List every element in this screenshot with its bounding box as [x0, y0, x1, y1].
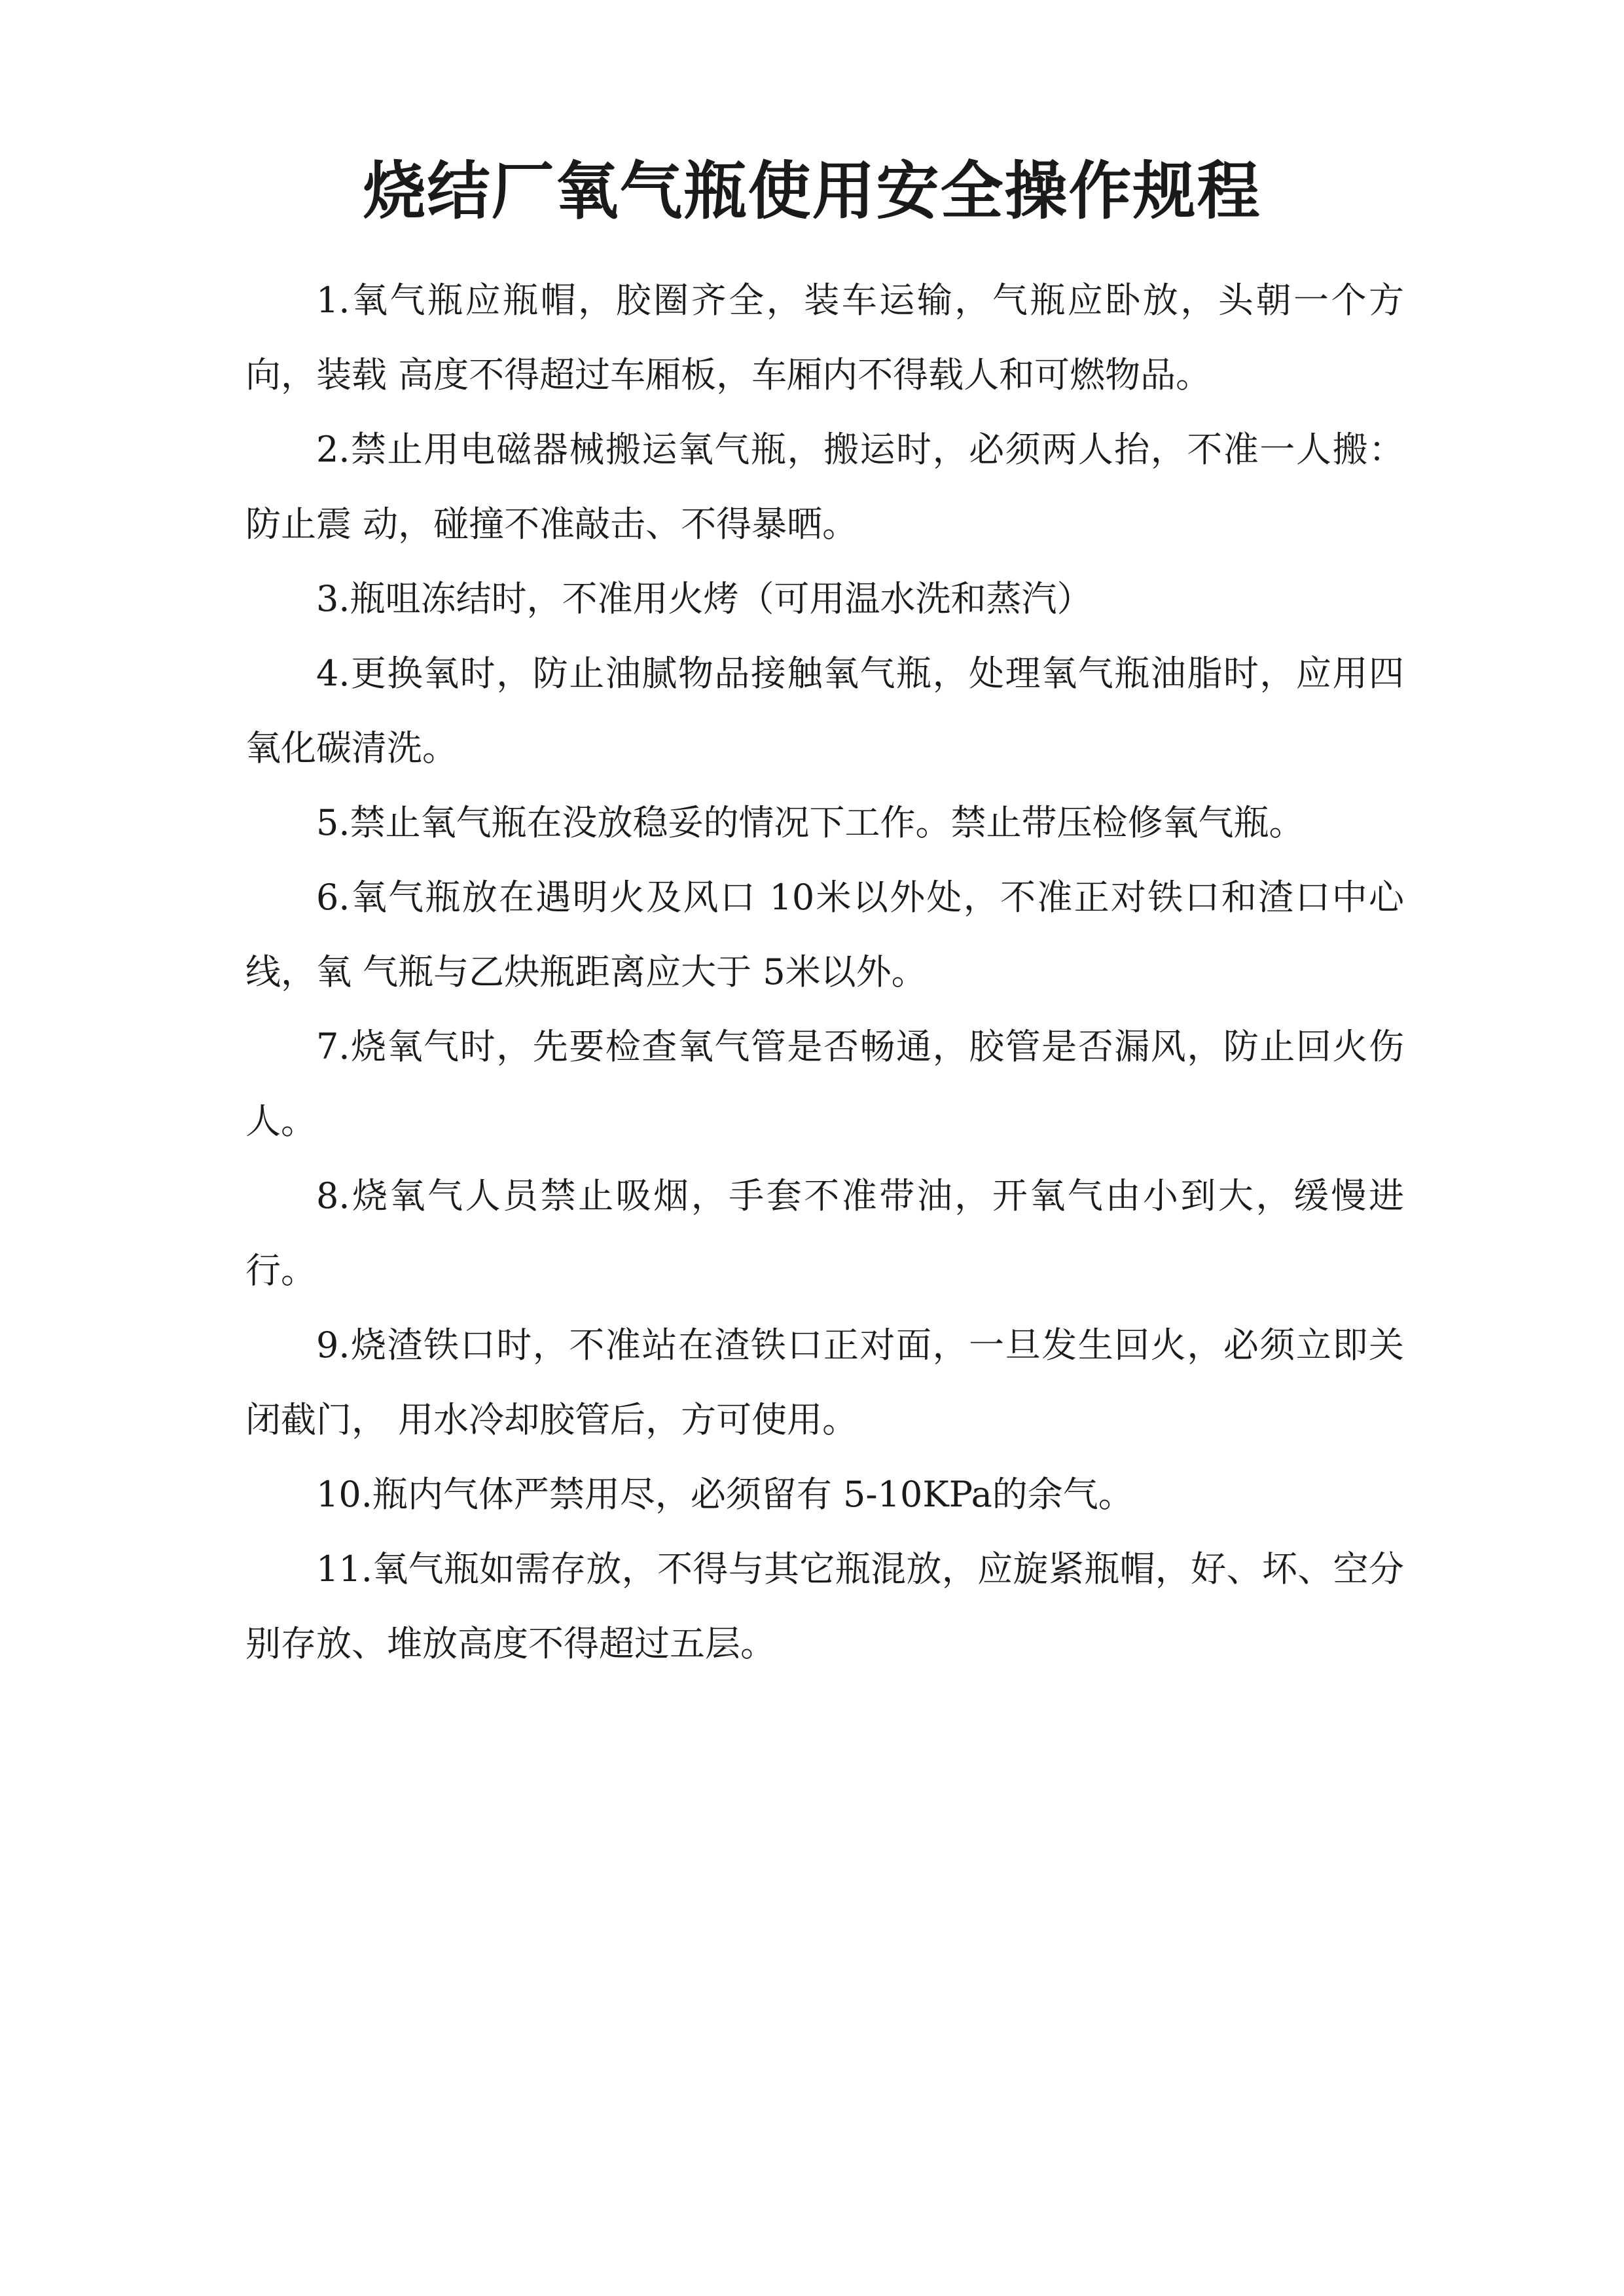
- rule-item: 2.禁止用电磁器械搬运氧气瓶，搬运时，必须两人抬，不准一人搬：防止震 动，碰撞不准敲击、不得暴晒。: [245, 429, 1404, 545]
- rule-item: 4.更换氧时，防止油腻物品接触氧气瓶，处理氧气瓶油脂时，应用四氧化碳清洗。: [245, 653, 1404, 769]
- rule-item: 5.禁止氧气瓶在没放稳妥的情况下工作。禁止带压检修氧气瓶。: [316, 802, 1305, 843]
- document-title: 烧结厂氧气瓶使用安全操作规程: [363, 154, 1261, 228]
- rule-item: 1.氧气瓶应瓶帽，胶圈齐全，装车运输，气瓶应卧放，头朝一个方向，装载 高度不得超过车厢板，车厢内不得载人和可燃物品。: [245, 280, 1404, 395]
- rule-item: 8.烧氧气人员禁止吸烟，手套不准带油，开氧气由小到大，缓慢进行。: [245, 1175, 1404, 1291]
- rule-item: 9.烧渣铁口时，不准站在渣铁口正对面，一旦发生回火，必须立即关闭截门， 用水冷却胶管后，方可使用。: [245, 1324, 1404, 1440]
- rules-list: [245, 263, 1404, 1681]
- rule-item: 11.氧气瓶如需存放，不得与其它瓶混放，应旋紧瓶帽，好、坏、空分别存放、堆放高度不得超过五层。: [245, 1548, 1404, 1664]
- rule-item: 3.瓶咀冻结时，不准用火烤（可用温水洗和蒸汽）: [316, 578, 1092, 619]
- rule-item: 7.烧氧气时，先要检查氧气管是否畅通，胶管是否漏风，防止回火伤人。: [245, 1026, 1404, 1142]
- rule-item: 10.瓶内气体严禁用尽，必须留有 5-10KPa的余气。: [316, 1474, 1134, 1515]
- rule-item: 6.氧气瓶放在遇明火及风口 10米以外处，不准正对铁口和渣口中心线，氧 气瓶与乙炔瓶距离应大于 5米以外。: [245, 877, 1404, 993]
